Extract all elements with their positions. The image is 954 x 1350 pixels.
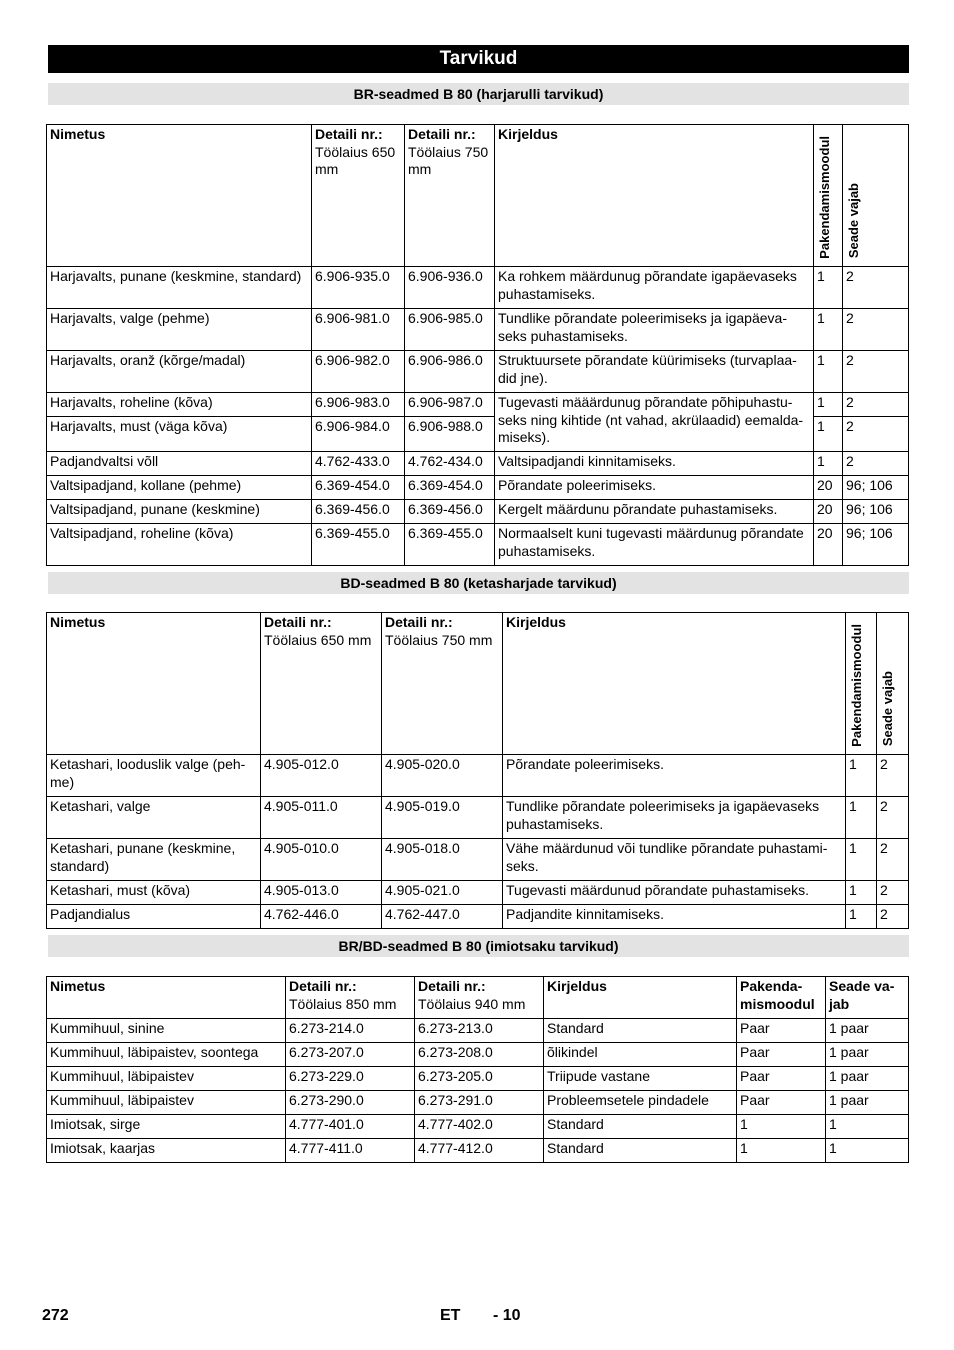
cell-description: Struktuursete põrandate küürimiseks (turvaplaa-did jne).: [495, 351, 814, 393]
table-row: [47, 500, 909, 524]
cell-required: 1 paar: [826, 1091, 909, 1115]
accessories-table-br: [46, 124, 909, 566]
col-header-name: Nimetus: [47, 613, 261, 755]
cell-description: Valtsipadjandi kinnitamiseks.: [495, 452, 814, 476]
cell-part-650: 6.369-454.0: [312, 476, 405, 500]
table-row: [47, 452, 909, 476]
cell-required: 2: [843, 267, 909, 309]
cell-pack: 1: [814, 267, 843, 309]
cell-part-750: 4.762-434.0: [405, 452, 495, 476]
col-header-description: Kirjeldus: [544, 977, 737, 1019]
table-row: [47, 1091, 909, 1115]
cell-name: Kummihuul, läbipaistev: [47, 1067, 286, 1091]
cell-description: Standard: [544, 1115, 737, 1139]
cell-description: Tundlike põrandate poleerimiseks ja igapäevaseks puhastamiseks.: [503, 797, 846, 839]
cell-pack: 1: [737, 1115, 826, 1139]
cell-part-750: 6.906-988.0: [405, 417, 495, 452]
cell-required: 96; 106: [843, 524, 909, 566]
table-row: [47, 1043, 909, 1067]
cell-part-750: 4.905-018.0: [382, 839, 503, 881]
cell-name: Padjandvaltsi võll: [47, 452, 312, 476]
cell-required: 2: [877, 755, 909, 797]
cell-name: Valtsipadjand, punane (keskmine): [47, 500, 312, 524]
cell-part-750: 4.905-021.0: [382, 881, 503, 905]
cell-description: õlikindel: [544, 1043, 737, 1067]
cell-name: Harjavalts, oranž (kõrge/madal): [47, 351, 312, 393]
cell-part-750: 6.906-936.0: [405, 267, 495, 309]
cell-part-940: 6.273-291.0: [415, 1091, 544, 1115]
cell-name: Padjandialus: [47, 905, 261, 929]
language-code: ET: [440, 1307, 461, 1324]
cell-description: Normaalselt kuni tugevasti määrdunug põrandate puhastamiseks.: [495, 524, 814, 566]
col-header-part-750: Detaili nr.: Töölaius 750 mm: [382, 613, 503, 755]
cell-part-750: 6.369-456.0: [405, 500, 495, 524]
cell-required: 1 paar: [826, 1067, 909, 1091]
cell-required: 2: [877, 797, 909, 839]
cell-part-650: 4.905-010.0: [261, 839, 382, 881]
cell-name: Ketashari, punane (keskmine, standard): [47, 839, 261, 881]
table-row: [47, 393, 909, 417]
cell-required: 2: [843, 393, 909, 417]
cell-name: Ketashari, looduslik valge (peh-me): [47, 755, 261, 797]
cell-part-650: 6.369-455.0: [312, 524, 405, 566]
cell-description: Padjandite kinnitamiseks.: [503, 905, 846, 929]
cell-name: Imiotsak, kaarjas: [47, 1139, 286, 1163]
cell-pack: 1: [846, 839, 877, 881]
cell-description: Tugevasti määärdunug põrandate põhipuhastu-seks ning kihtide (nt vahad, akrülaadid) eemalda-miseks).: [495, 393, 814, 452]
cell-required: 1 paar: [826, 1043, 909, 1067]
cell-part-850: 6.273-290.0: [286, 1091, 415, 1115]
cell-part-650: 6.369-456.0: [312, 500, 405, 524]
table-row: [47, 1139, 909, 1163]
col-header-part-940: Detaili nr.: Töölaius 940 mm: [415, 977, 544, 1019]
cell-description: Triipude vastane: [544, 1067, 737, 1091]
cell-pack: 1: [846, 905, 877, 929]
cell-part-650: 6.906-983.0: [312, 393, 405, 417]
cell-pack: 1: [737, 1139, 826, 1163]
table-row: [47, 1019, 909, 1043]
table-row: [47, 839, 909, 881]
cell-part-750: 4.905-020.0: [382, 755, 503, 797]
cell-part-750: 4.762-447.0: [382, 905, 503, 929]
cell-required: 96; 106: [843, 500, 909, 524]
table-row: [47, 755, 909, 797]
cell-description: Probleemsetele pindadele: [544, 1091, 737, 1115]
cell-part-850: 4.777-401.0: [286, 1115, 415, 1139]
table-row: [47, 351, 909, 393]
cell-required: 2: [843, 417, 909, 452]
cell-pack: 1: [814, 417, 843, 452]
cell-part-650: 6.906-935.0: [312, 267, 405, 309]
cell-part-750: 6.906-987.0: [405, 393, 495, 417]
cell-part-940: 6.273-208.0: [415, 1043, 544, 1067]
table-row: [47, 1067, 909, 1091]
cell-name: Ketashari, valge: [47, 797, 261, 839]
cell-part-650: 4.905-012.0: [261, 755, 382, 797]
col-header-pack: Pakendamismoodul: [814, 125, 843, 267]
section-title-brbd: BR/BD-seadmed B 80 (imiotsaku tarvikud): [48, 935, 909, 957]
col-header-pack: Pakenda-mismoodul: [737, 977, 826, 1019]
cell-part-850: 4.777-411.0: [286, 1139, 415, 1163]
cell-required: 1: [826, 1139, 909, 1163]
table-row: [47, 309, 909, 351]
col-header-name: Nimetus: [47, 125, 312, 267]
cell-required: 2: [877, 881, 909, 905]
table-row: [47, 476, 909, 500]
accessories-table-brbd: [46, 976, 909, 1163]
cell-description: Tundlike põrandate poleerimiseks ja igapäeva-seks puhastamiseks.: [495, 309, 814, 351]
cell-part-940: 6.273-205.0: [415, 1067, 544, 1091]
col-header-description: Kirjeldus: [495, 125, 814, 267]
cell-name: Harjavalts, valge (pehme): [47, 309, 312, 351]
cell-name: Kummihuul, läbipaistev, soontega: [47, 1043, 286, 1067]
cell-pack: 1: [846, 755, 877, 797]
cell-part-650: 4.762-433.0: [312, 452, 405, 476]
col-header-part-750: Detaili nr.: Töölaius 750 mm: [405, 125, 495, 267]
table-row: [47, 524, 909, 566]
col-header-pack: Pakendamismoodul: [846, 613, 877, 755]
page-subnumber: [493, 1307, 521, 1325]
cell-pack: 1: [814, 393, 843, 417]
col-header-description: Kirjeldus: [503, 613, 846, 755]
cell-description: Kergelt määrdunu põrandate puhastamiseks.: [495, 500, 814, 524]
accessories-table-bd: [46, 612, 909, 929]
cell-required: 2: [877, 839, 909, 881]
cell-description: Vähe määrdunud või tundlike põrandate puhastami-seks.: [503, 839, 846, 881]
cell-part-650: 6.906-984.0: [312, 417, 405, 452]
section-title-br: BR-seadmed B 80 (harjarulli tarvikud): [48, 83, 909, 105]
cell-description: Põrandate poleerimiseks.: [495, 476, 814, 500]
cell-pack: 1: [814, 452, 843, 476]
table-row: [47, 881, 909, 905]
cell-description: Tugevasti määrdunud põrandate puhastamiseks.: [503, 881, 846, 905]
cell-description: Ka rohkem määrdunug põrandate igapäevaseks puhastamiseks.: [495, 267, 814, 309]
cell-pack: 1: [846, 797, 877, 839]
cell-name: Kummihuul, sinine: [47, 1019, 286, 1043]
cell-part-750: 6.369-455.0: [405, 524, 495, 566]
cell-required: 2: [843, 309, 909, 351]
cell-part-940: 6.273-213.0: [415, 1019, 544, 1043]
table-row: [47, 1115, 909, 1139]
page-subnumber-text: - 10: [493, 1307, 521, 1324]
cell-part-750: 6.906-986.0: [405, 351, 495, 393]
col-header-required: Seade va-jab: [826, 977, 909, 1019]
cell-name: Harjavalts, must (väga kõva): [47, 417, 312, 452]
cell-name: Harjavalts, roheline (kõva): [47, 393, 312, 417]
col-header-name: Nimetus: [47, 977, 286, 1019]
page-title: Tarvikud: [48, 45, 909, 73]
cell-name: Ketashari, must (kõva): [47, 881, 261, 905]
cell-required: 96; 106: [843, 476, 909, 500]
cell-required: 1 paar: [826, 1019, 909, 1043]
section-title-bd: BD-seadmed B 80 (ketasharjade tarvikud): [48, 572, 909, 594]
cell-part-650: 6.906-981.0: [312, 309, 405, 351]
cell-part-650: 6.906-982.0: [312, 351, 405, 393]
cell-required: 1: [826, 1115, 909, 1139]
col-header-part-650: Detaili nr.: Töölaius 650 mm: [312, 125, 405, 267]
cell-description: Standard: [544, 1019, 737, 1043]
cell-pack: 20: [814, 500, 843, 524]
cell-part-650: 4.905-011.0: [261, 797, 382, 839]
cell-part-940: 4.777-412.0: [415, 1139, 544, 1163]
cell-pack: Paar: [737, 1019, 826, 1043]
col-header-part-850: Detaili nr.: Töölaius 850 mm: [286, 977, 415, 1019]
table-row: [47, 267, 909, 309]
cell-part-850: 6.273-207.0: [286, 1043, 415, 1067]
cell-description: Põrandate poleerimiseks.: [503, 755, 846, 797]
cell-part-750: 6.369-454.0: [405, 476, 495, 500]
col-header-required: Seade vajab: [877, 613, 909, 755]
cell-pack: Paar: [737, 1043, 826, 1067]
cell-pack: 1: [814, 351, 843, 393]
cell-part-650: 4.762-446.0: [261, 905, 382, 929]
cell-part-850: 6.273-214.0: [286, 1019, 415, 1043]
table-row: [47, 905, 909, 929]
cell-required: 2: [877, 905, 909, 929]
cell-description: Standard: [544, 1139, 737, 1163]
cell-part-750: 6.906-985.0: [405, 309, 495, 351]
cell-name: Harjavalts, punane (keskmine, standard): [47, 267, 312, 309]
col-header-part-650: Detaili nr.: Töölaius 650 mm: [261, 613, 382, 755]
col-header-required: Seade vajab: [843, 125, 909, 267]
cell-pack: 20: [814, 476, 843, 500]
cell-name: Imiotsak, sirge: [47, 1115, 286, 1139]
cell-part-940: 4.777-402.0: [415, 1115, 544, 1139]
cell-part-650: 4.905-013.0: [261, 881, 382, 905]
cell-pack: Paar: [737, 1091, 826, 1115]
cell-pack: Paar: [737, 1067, 826, 1091]
cell-part-850: 6.273-229.0: [286, 1067, 415, 1091]
page-number: 272: [42, 1307, 69, 1324]
cell-pack: 20: [814, 524, 843, 566]
cell-pack: 1: [814, 309, 843, 351]
cell-name: Kummihuul, läbipaistev: [47, 1091, 286, 1115]
table-row: [47, 797, 909, 839]
cell-required: 2: [843, 452, 909, 476]
cell-name: Valtsipadjand, roheline (kõva): [47, 524, 312, 566]
cell-required: 2: [843, 351, 909, 393]
cell-name: Valtsipadjand, kollane (pehme): [47, 476, 312, 500]
cell-part-750: 4.905-019.0: [382, 797, 503, 839]
cell-pack: 1: [846, 881, 877, 905]
